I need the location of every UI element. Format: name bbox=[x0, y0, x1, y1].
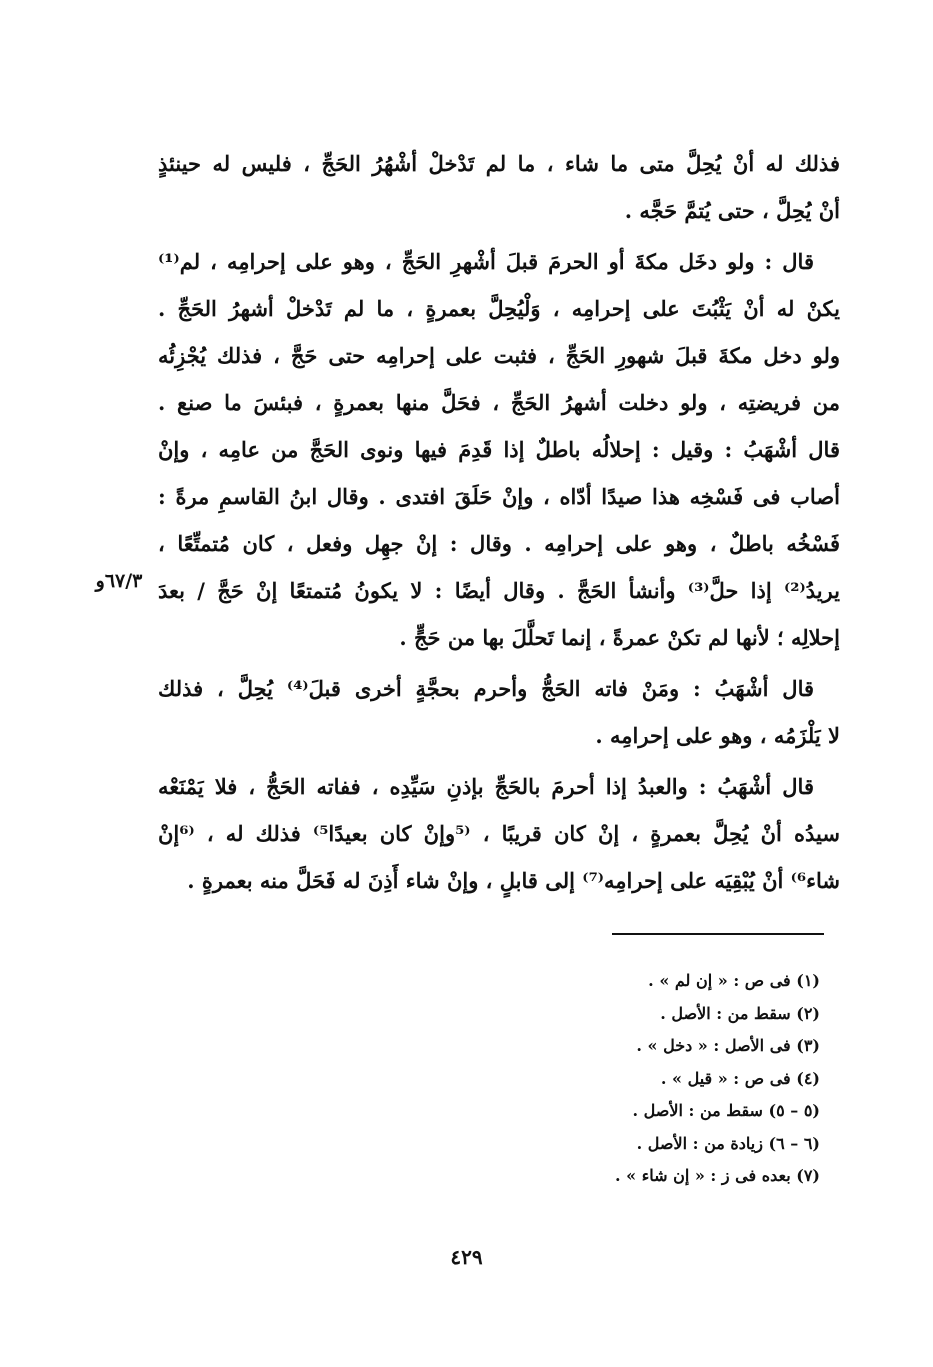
footnote-separator bbox=[612, 933, 824, 935]
text-line: قال أشْهَبُ : ومَنْ فاته الحَجُّ وأحرم بحجَّةٍ أخرى قبلَ⁽⁴⁾ يُحِلَّ ، فذلك bbox=[158, 676, 815, 701]
footnote: (٦ – ٦) زيادة من : الأصل . bbox=[636, 1133, 820, 1153]
paragraph-4 bbox=[158, 763, 840, 904]
footnote: (٤) فى ص : « قيل » . bbox=[660, 1068, 820, 1088]
text-line: أصاب فى فَسْخِه هذا صيدًا أدّاه ، وإنْ حَلَقَ افتدى . وقال ابنُ القاسمِ مرةً : bbox=[158, 484, 840, 509]
paragraph-3 bbox=[158, 665, 840, 759]
footnotes-list bbox=[460, 965, 820, 1193]
footnote: (٥ – ٥) سقط من : الأصل . bbox=[632, 1101, 820, 1120]
text-line: قال أشْهَبُ : والعبدُ إذا أحرمَ بالحَجِّ بإذنِ سَيِّدِه ، ففاته الحَجُّ ، فلا يَمْنَعْه bbox=[158, 774, 814, 799]
footnote: (٢) سقط من : الأصل . bbox=[660, 1003, 820, 1023]
paragraph-2 bbox=[158, 238, 840, 661]
text-line: لا يَلْزَمُه ، وهو على إحرامِه . bbox=[595, 723, 840, 748]
footnote: (٣) فى الأصل : « دخل » . bbox=[636, 1036, 820, 1055]
text-line: يكنْ له أنْ يَثْبُتَ على إحرامِه ، وَلْيُحِلَّ بعمرةٍ ، ما لم تَدْخلْ أشهرُ الحَجِّ . bbox=[158, 296, 840, 321]
text-line: أنْ يُحِلَّ ، حتى يُتمَّ حَجَّه . bbox=[624, 198, 840, 223]
manuscript-folio-marker: ٦٧/٣و bbox=[95, 570, 143, 592]
text-line: يريدُ⁽²⁾ إذا حلَّ⁽³⁾ وأنشأ الحَجَّ . وقال أيضًا : لا يكونُ مُتمتعًا إنْ حَجَّ / بعدَ bbox=[158, 578, 840, 603]
text-line: فَسْخُه باطلٌ ، وهو على إحرامِه . وقال : إنْ جهِل وفعل ، كان مُتمتِّعًا ، bbox=[158, 531, 840, 556]
paragraph-1 bbox=[158, 140, 840, 234]
text-line: من فريضتِه ، ولو دخلت أشهرُ الحَجِّ ، فحَلَّ منها بعمرةٍ ، فبئسَ ما صنع . bbox=[158, 390, 840, 415]
text-line: قال : ولو دخَل مكةَ أو الحرمَ قبلَ أشْهرِ الحَجِّ ، وهو على إحرامِه ، لم⁽¹⁾ bbox=[158, 249, 814, 274]
page-number: ٤٢٩ bbox=[450, 1245, 483, 1269]
footnote: (٧) بعده فى ز : « إن شاء » . bbox=[614, 1166, 820, 1185]
text-line: قال أشْهَبُ : وقيل : إحلالُه باطلٌ إذا قَدِمَ فيها ونوى الحَجَّ من عامِه ، وإنْ bbox=[158, 437, 840, 462]
text-line: فذلك له أنْ يُحِلَّ متى ما شاء ، ما لم تَدْخلْ أشْهُرُ الحَجِّ ، فليس له حينئذٍ bbox=[158, 151, 840, 176]
footnote: (١) فى ص : « إن لم » . bbox=[648, 971, 820, 990]
text-line: إحلالِه ؛ لأنها لم تكنْ عمرةً ، إنما تَحلَّلَ بها من حَجٍّ . bbox=[399, 625, 840, 650]
text-line: ولو دخل مكةَ قبلَ شهورِ الحَجِّ ، فثبت على إحرامِه حتى حَجَّ ، فذلك يُجْزِئُه bbox=[158, 343, 840, 368]
text-line: سيدُه أنْ يُحِلَّ بعمرةٍ ، إنْ كان قريبًا ، ⁽⁵وإنْ كان بعيدًا⁵⁾ فذلك له ، ⁽⁶إنْ bbox=[158, 821, 840, 846]
main-text bbox=[158, 140, 840, 904]
text-line: شاء⁶⁾ أنْ يُبْقِيَه على إحرامِه⁽⁷⁾ إلى قابلٍ ، وإنْ شاء أَذِنَ له فَحَلَّ منه بعمرةٍ . bbox=[187, 868, 840, 893]
